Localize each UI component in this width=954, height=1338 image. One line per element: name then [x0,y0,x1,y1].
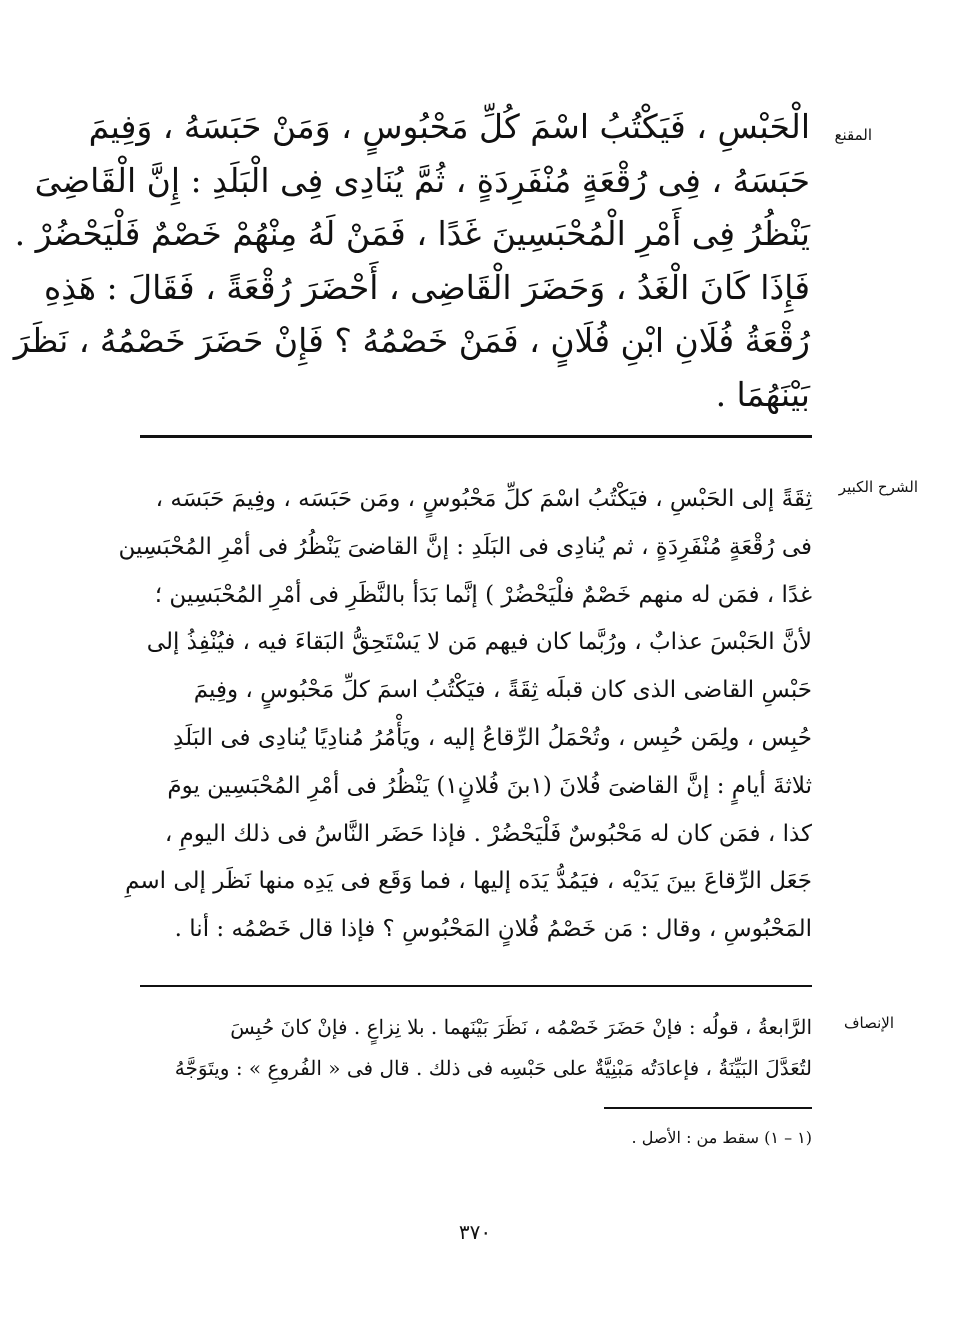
page-number: ٣٧٠ [458,1220,492,1244]
sharh-line: ثلاثةَ أيامٍ : إنَّ القاضىَ فُلانَ (١بنَ فُلانٍ١) يَنْظُرُ فى أمْرِ المُحْبَسِين يومَ [167,772,812,799]
insaf-section-label: الإنصاف [843,1014,894,1032]
insaf-text-block [140,1007,812,1089]
section-divider [140,985,812,987]
footnote-rule [604,1107,812,1109]
muqni-text-block [13,100,810,421]
muqni-line: يَنْظُرُ فِى أَمْرِ الْمُحْبَسِينَ غَدًا ، فَمَنْ لَهُ مِنْهُمْ خَصْمٌ فَلْيَحْضُرْ . [14,214,810,253]
sharh-line: فى رُقْعَةٍ مُنْفَرِدَةٍ ، ثم يُنادِى فى البَلَدِ : إنَّ القاضىَ يَنْظُرُ فى أمْرِ المُحْبَسِين [118,533,812,560]
insaf-line: لتُعَدَّلَ البَيِّنَةُ ، فإعادَتُه مَبْنِيَّةٌ على حَبْسِه فى ذلك . قال فى « الفُروعِ » : ويتَوَجَّهُ [174,1056,812,1080]
sharh-line: غدًا ، فمَن له منهم خَصْمٌ فلْيَحْضُرْ ) إنَّما بَدَأ بالنَّظَرِ فى أمْرِ المُحْبَسِين ؛ [154,581,812,608]
footnote: (١ – ١) سقط من : الأصل . [631,1128,812,1147]
insaf-line: الرَّابعةُ ، قولُه : فإنْ حَضَرَ خَصْمُه ، نَظَرَ بَيْنَهما . بلا نِزاعٍ . فإنْ كانَ حُبِسَ [230,1015,812,1039]
muqni-line: الْحَبْسِ ، فَيَكْتُبُ اسْمَ كُلِّ مَحْبُوسٍ ، وَمَنْ حَبَسَهُ ، وَفِيمَ [88,107,810,146]
sharh-line: لأنَّ الحَبْسَ عذابٌ ، ورُبَّما كان فيهم مَن لا يَسْتَحِقُّ البَقاءَ فيه ، فيُنْفِذُ إلى [146,629,812,656]
section-divider [140,435,812,438]
muqni-line: فَإِذَا كَانَ الْغَدُ ، وَحَضَرَ الْقَاضِى ، أَحْضَرَ رُقْعَةً ، فَقَالَ : هَذِهِ [44,267,810,307]
sharh-line: حُبِس ، ولِمَن حُبِس ، وتُحْمَلُ الرِّقاعُ إليه ، ويَأْمُرُ مُنادِيًا يُنادِى فى البَلَدِ [173,724,812,751]
sharh-section-label: الشرح الكبير [838,478,918,496]
muqni-line: رُقْعَةُ فُلَانِ ابْنِ فُلَانٍ ، فَمَنْ خَصْمُهُ ؟ فَإِنْ حَضَرَ خَصْمُهُ ، نَظَرَ [13,321,810,360]
sharh-line: ثِقَةً إلى الحَبْسِ ، فيَكْتُبُ اسْمَ كلِّ مَحْبُوسٍ ، ومَن حَبَسَه ، وفِيمَ حَبَسَه ، [155,486,812,512]
muqni-line: بَيْنَهُمَا . [715,374,810,414]
sharh-line: المَحْبُوسِ ، وقال : مَن خَصْمُ فُلانٍ المَحْبُوسِ ؟ فإذا قال خَصْمُه : أنا . [174,916,812,943]
sharh-line: حَبْسِ القاضى الذى كان قبلَه ثِقَةً ، فيَكْتُبُ اسمَ كلِّ مَحْبُوسٍ ، وفِيمَ [193,677,812,704]
sharh-text-block [118,476,812,954]
muqni-section-label: المقنع [834,126,872,144]
sharh-line: جَعَل الرِّقاعَ بينَ يَدَيْه ، فيَمُدُّ يَدَه إليها ، فما وَقَع فى يَدِه منها نَظَر إلى اسمِ [125,868,812,895]
muqni-line: حَبَسَهُ ، فِى رُقْعَةٍ مُنْفَرِدَةٍ ، ثُمَّ يُنَادِى فِى الْبَلَدِ : إِنَّ الْقَاضِىَ [34,160,810,200]
sharh-line: كذا ، فمَن كان له مَحْبُوسٌ فَلْيَحْضُرْ . فإذا حَضَر النَّاسُ فى ذلك اليومِ ، [164,820,812,847]
